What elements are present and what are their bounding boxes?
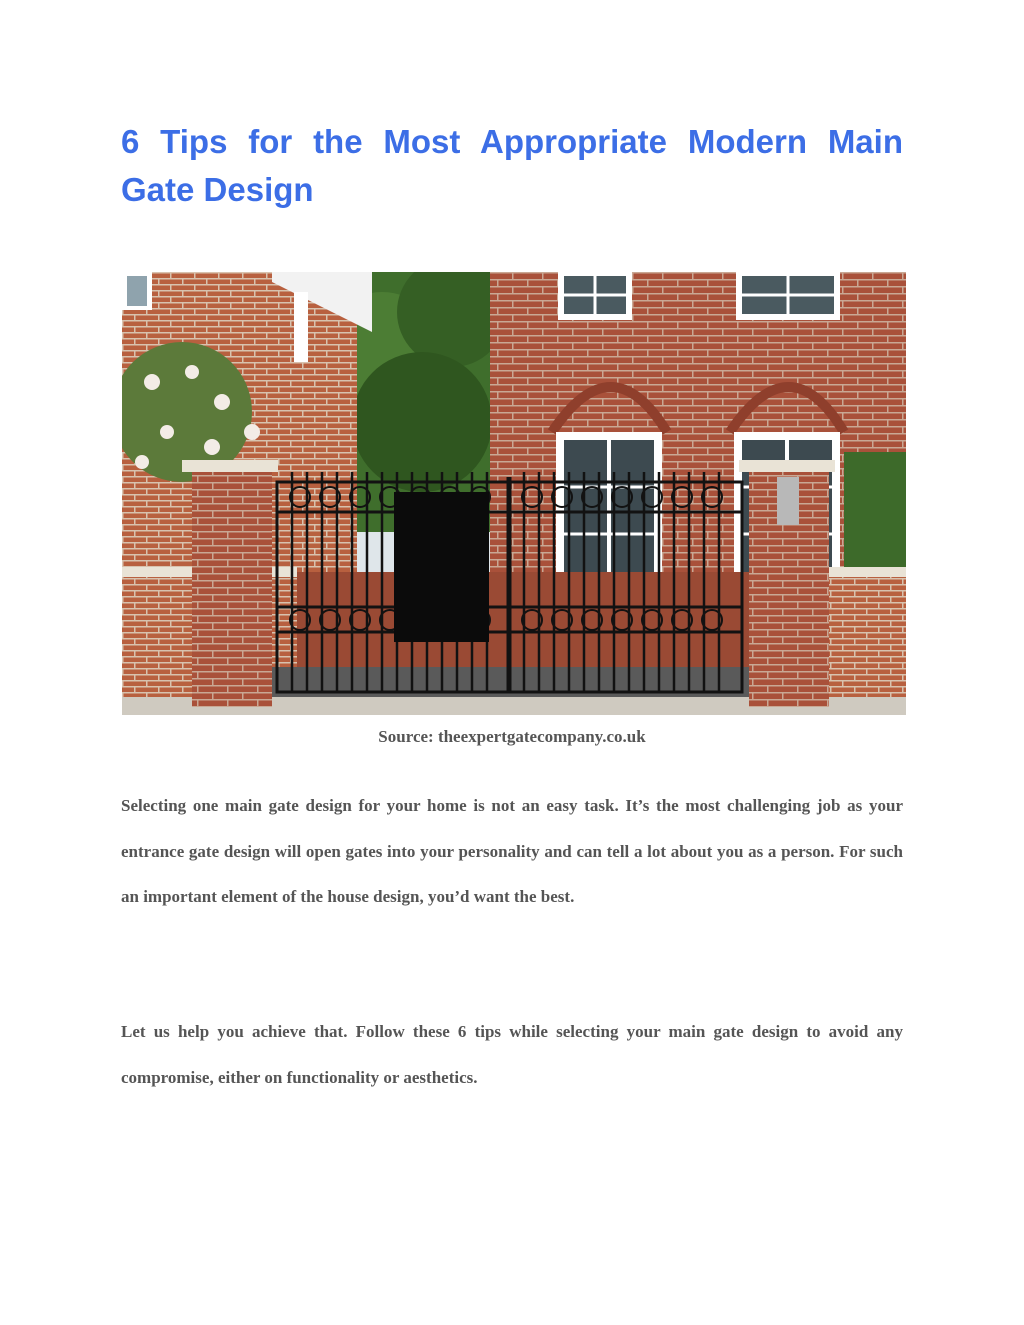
tips-intro-paragraph: Let us help you achieve that. Follow these 6 tips while selecting your main gate design to avoid any compromise, either on functionality or aesthetics. xyxy=(121,1022,903,1087)
gate-photo xyxy=(122,272,906,715)
page-title: 6 Tips for the Most Appropriate Modern Main Gate Design xyxy=(121,123,903,208)
image-caption: Source: theexpertgatecompany.co.uk xyxy=(378,727,646,746)
intro-paragraph: Selecting one main gate design for your home is not an easy task. It’s the most challenging job as your entrance gate design will open gates into your personality and can tell a lot about you as a person. For such an important element of the house design, you’d want the best. xyxy=(121,796,903,906)
